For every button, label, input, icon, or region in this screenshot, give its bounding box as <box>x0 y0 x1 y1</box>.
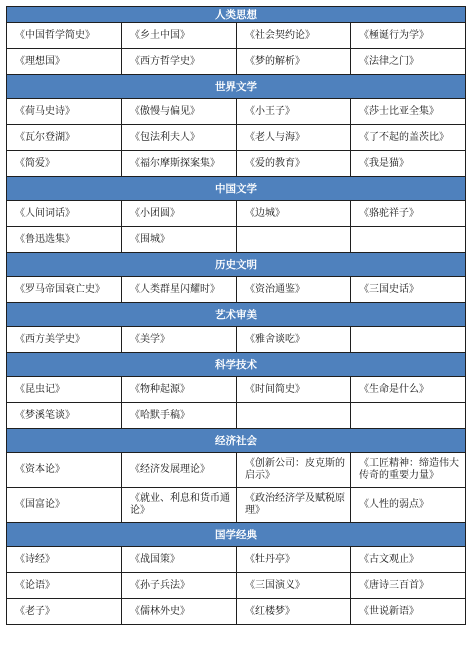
table-row <box>7 573 466 599</box>
book-title-cell: 《创新公司：皮克斯的启示》 <box>237 453 351 488</box>
book-title-cell: 《物种起源》 <box>122 377 237 403</box>
book-title-cell: 《乡土中国》 <box>122 23 237 49</box>
book-title-cell: 《極诞行为学》 <box>351 23 466 49</box>
table-row <box>7 125 466 151</box>
section-title: 世界文学 <box>7 75 466 99</box>
section-header-row <box>7 523 466 547</box>
section-header-row <box>7 429 466 453</box>
empty-cell <box>351 327 466 353</box>
book-title-cell: 《政治经济学及赋税原理》 <box>237 488 351 523</box>
section-header-row <box>7 253 466 277</box>
book-title-cell: 《人性的弱点》 <box>351 488 466 523</box>
section-header-row <box>7 353 466 377</box>
book-title-cell: 《儒林外史》 <box>122 599 237 625</box>
book-title-cell: 《了不起的盖茨比》 <box>351 125 466 151</box>
table-row <box>7 599 466 625</box>
book-title-cell: 《唐诗三百首》 <box>351 573 466 599</box>
table-row <box>7 201 466 227</box>
book-title-cell: 《经济发展理论》 <box>122 453 237 488</box>
table-row <box>7 488 466 523</box>
table-row <box>7 277 466 303</box>
book-title-cell: 《骆驼祥子》 <box>351 201 466 227</box>
table-row <box>7 151 466 177</box>
book-title-cell: 《西方美学史》 <box>7 327 122 353</box>
table-row <box>7 49 466 75</box>
book-title-cell: 《傲慢与偏见》 <box>122 99 237 125</box>
book-title-cell: 《三国演义》 <box>237 573 351 599</box>
book-title-cell: 《诗经》 <box>7 547 122 573</box>
book-title-cell: 《我是猫》 <box>351 151 466 177</box>
section-header-row <box>7 303 466 327</box>
book-title-cell: 《论语》 <box>7 573 122 599</box>
book-title-cell: 《荷马史诗》 <box>7 99 122 125</box>
book-title-cell: 《资本论》 <box>7 453 122 488</box>
book-title-cell: 《雅舍谈吃》 <box>237 327 351 353</box>
book-title-cell: 《爱的教育》 <box>237 151 351 177</box>
reading-list-document <box>6 6 465 625</box>
section-title: 经济社会 <box>7 429 466 453</box>
book-title-cell: 《工匠精神：缔造伟大传奇的重要力量》 <box>351 453 466 488</box>
book-title-cell: 《红楼梦》 <box>237 599 351 625</box>
empty-cell <box>237 227 351 253</box>
book-title-cell: 《法律之门》 <box>351 49 466 75</box>
book-title-cell: 《莎士比亚全集》 <box>351 99 466 125</box>
section-title: 国学经典 <box>7 523 466 547</box>
table-row <box>7 403 466 429</box>
empty-cell <box>237 403 351 429</box>
table-row <box>7 23 466 49</box>
section-header-row <box>7 177 466 201</box>
book-title-cell: 《中国哲学简史》 <box>7 23 122 49</box>
section-title: 艺术审美 <box>7 303 466 327</box>
table-row <box>7 377 466 403</box>
book-title-cell: 《就业、利息和货币通论》 <box>122 488 237 523</box>
book-title-cell: 《梦溪笔谈》 <box>7 403 122 429</box>
book-title-cell: 《包法利夫人》 <box>122 125 237 151</box>
section-title: 中国文学 <box>7 177 466 201</box>
book-title-cell: 《牡丹亭》 <box>237 547 351 573</box>
book-title-cell: 《人类群星闪耀时》 <box>122 277 237 303</box>
book-title-cell: 《围城》 <box>122 227 237 253</box>
book-title-cell: 《世说新语》 <box>351 599 466 625</box>
book-title-cell: 《孙子兵法》 <box>122 573 237 599</box>
book-title-cell: 《瓦尔登湖》 <box>7 125 122 151</box>
table-row <box>7 99 466 125</box>
section-header-row <box>7 75 466 99</box>
book-title-cell: 《罗马帝国衰亡史》 <box>7 277 122 303</box>
empty-cell <box>351 227 466 253</box>
book-title-cell: 《时间简史》 <box>237 377 351 403</box>
book-title-cell: 《简爱》 <box>7 151 122 177</box>
book-title-cell: 《战国策》 <box>122 547 237 573</box>
table-row <box>7 453 466 488</box>
book-title-cell: 《鲁迅选集》 <box>7 227 122 253</box>
book-title-cell: 《哈默手稿》 <box>122 403 237 429</box>
section-header-row <box>7 7 466 23</box>
book-title-cell: 《西方哲学史》 <box>122 49 237 75</box>
section-title: 科学技术 <box>7 353 466 377</box>
book-title-cell: 《福尔摩斯探案集》 <box>122 151 237 177</box>
empty-cell <box>351 403 466 429</box>
book-title-cell: 《生命是什么》 <box>351 377 466 403</box>
table-row <box>7 327 466 353</box>
book-table-body <box>7 7 466 625</box>
book-title-cell: 《小王子》 <box>237 99 351 125</box>
book-title-cell: 《古文观止》 <box>351 547 466 573</box>
book-title-cell: 《三国史话》 <box>351 277 466 303</box>
book-title-cell: 《人间词话》 <box>7 201 122 227</box>
book-title-cell: 《小团圆》 <box>122 201 237 227</box>
section-title: 历史文明 <box>7 253 466 277</box>
book-title-cell: 《理想国》 <box>7 49 122 75</box>
book-title-cell: 《昆虫记》 <box>7 377 122 403</box>
book-title-cell: 《国富论》 <box>7 488 122 523</box>
book-title-cell: 《老子》 <box>7 599 122 625</box>
table-row <box>7 547 466 573</box>
book-title-cell: 《老人与海》 <box>237 125 351 151</box>
section-title: 人类思想 <box>7 7 466 23</box>
book-table <box>6 6 466 625</box>
book-title-cell: 《资治通鉴》 <box>237 277 351 303</box>
book-title-cell: 《边城》 <box>237 201 351 227</box>
table-row <box>7 227 466 253</box>
book-title-cell: 《社会契约论》 <box>237 23 351 49</box>
book-title-cell: 《美学》 <box>122 327 237 353</box>
book-title-cell: 《梦的解析》 <box>237 49 351 75</box>
